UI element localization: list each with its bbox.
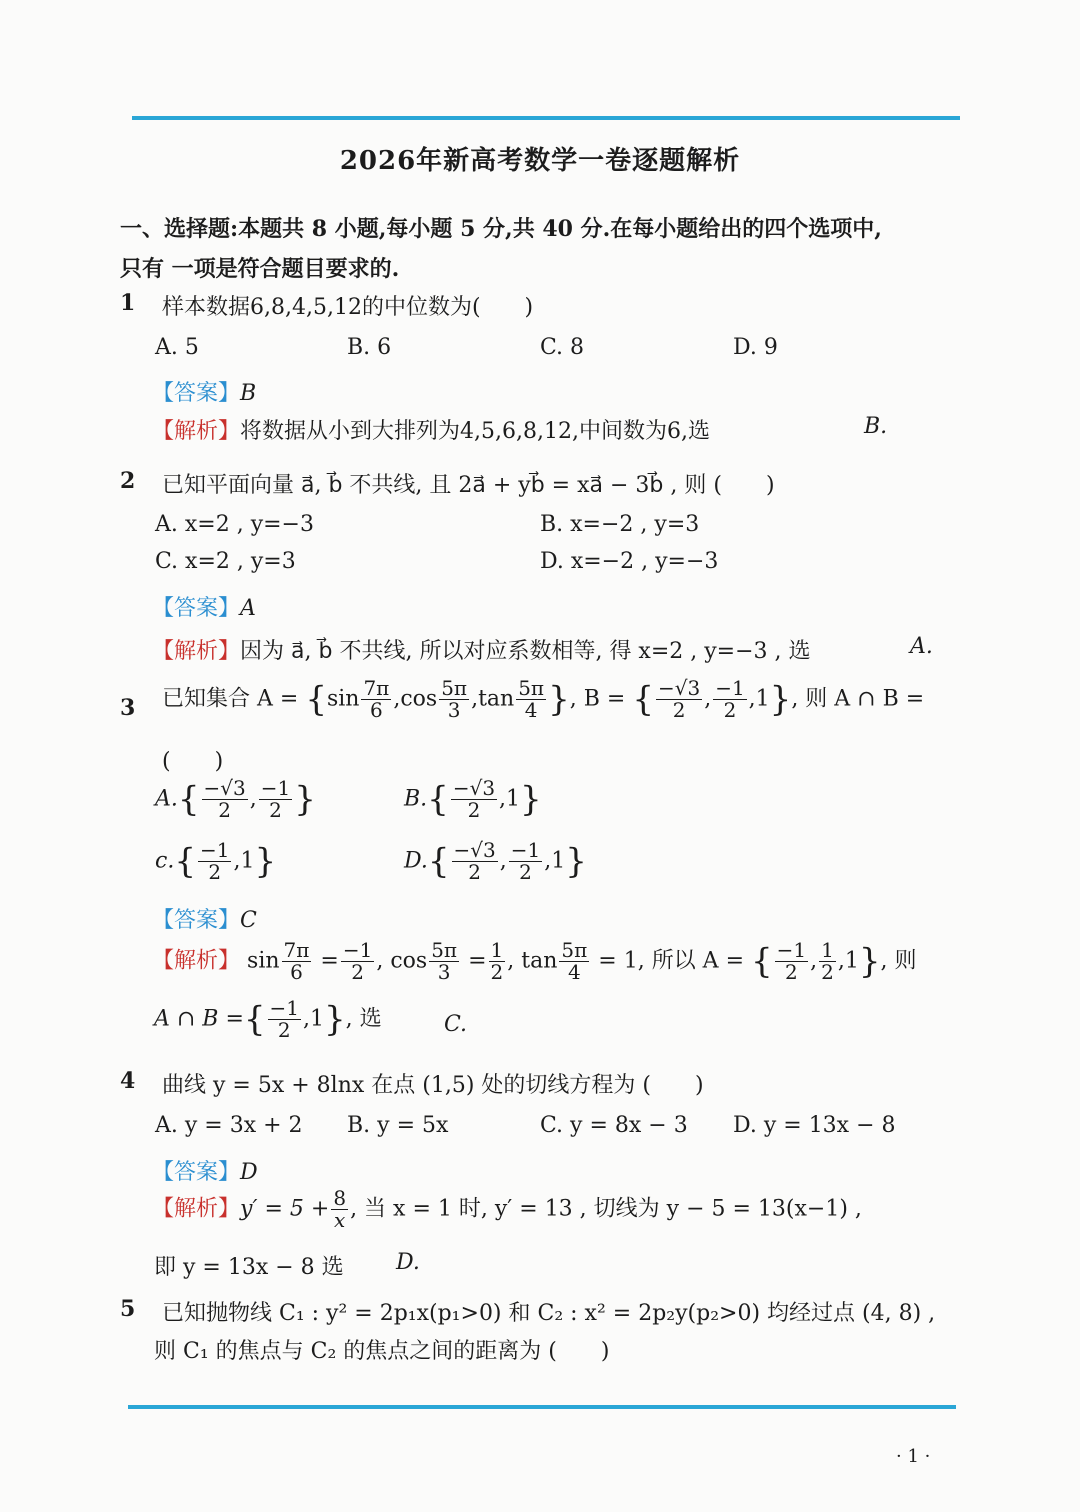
q4-option-c: C. y = 8x − 3 (540, 1113, 688, 1138)
q2-solution: 【解析】因为 a⃗, b⃗ 不共线, 所以对应系数相等, 得 x=2 , y=−3 , 选 (152, 639, 811, 664)
page-number: · 1 · (896, 1446, 931, 1467)
q3-option-c: c.{ $\frac{-1}{2}$ ,1} (155, 838, 277, 884)
q2-solution-choice: A. (910, 634, 933, 659)
q5-number: 5 (120, 1296, 136, 1322)
q4-option-b: B. y = 5x (347, 1113, 449, 1138)
top-rule (132, 116, 960, 120)
q1-option-c: C. 8 (540, 335, 585, 360)
page-title: 2026年新高考数学一卷逐题解析 (339, 146, 741, 176)
q2-option-b: B. x=−2 , y=3 (540, 512, 700, 537)
q4-number: 4 (120, 1068, 136, 1094)
q3-option-a: A.{ $\frac{-√3}{2}$ , $\frac{-1}{2}$ } (155, 776, 316, 822)
q3-text: 已知集合 A = {sin $\frac{7\pi}{6}$ ,cos $\frac{5\pi}{3}$ ,tan $\frac{5\pi}{4}$ }, B = { $\frac{-√3}{2}$ , $\frac{-1}{2}$ ,1}, 则 A ∩ B = (162, 676, 925, 722)
q4-solution: 【解析】y′ = 5 + $\frac{8}{x}$ , 当 x = 1 时, y′ = 13 , 切线为 y − 5 = 13(x−1) , (152, 1186, 862, 1232)
section-heading-line1: 一、选择题:本题共 8 小题,每小题 5 分,共 40 分.在每小题给出的四个选项中, (120, 216, 882, 242)
q4-text: 曲线 y = 5x + 8lnx 在点 (1,5) 处的切线方程为 ( ) (162, 1073, 704, 1098)
q4-option-d: D. y = 13x − 8 (733, 1113, 896, 1138)
q1-option-b: B. 6 (347, 335, 392, 360)
q4-solution-line2: 即 y = 13x − 8 选 (154, 1255, 344, 1280)
q1-option-d: D. 9 (733, 335, 778, 360)
q2-text: 已知平面向量 a⃗, b⃗ 不共线, 且 2a⃗ + yb⃗ = xa⃗ − 3b⃗ , 则 ( ) (162, 473, 775, 498)
q1-solution: 【解析】将数据从小到大排列为4,5,6,8,12,中间数为6,选 (152, 419, 710, 444)
q3-solution: 【解析】 sin $\frac{7\pi}{6}$ = $\frac{-1}{2}$ , cos $\frac{5\pi}{3}$ = $\frac{1}{2}$ , tan $\frac{5\pi}{4}$ = 1, 所以 A = { $\frac{-1}{2}$ , $\frac{1}{2}$ ,1}, 则 (152, 938, 917, 984)
q1-text: 样本数据6,8,4,5,12的中位数为( ) (162, 295, 534, 320)
q3-option-d: D.{ $\frac{-√3}{2}$ , $\frac{-1}{2}$ ,1} (404, 838, 587, 884)
q2-option-d: D. x=−2 , y=−3 (540, 549, 719, 574)
bottom-rule (128, 1405, 956, 1409)
section-heading-line2: 只有 一项是符合题目要求的. (120, 256, 400, 282)
q3-solution-line2: A ∩ B ={ $\frac{-1}{2}$ ,1}, 选 (154, 996, 382, 1042)
q4-solution-choice: D. (396, 1250, 420, 1275)
q2-number: 2 (120, 468, 136, 494)
q4-option-a: A. y = 3x + 2 (155, 1113, 303, 1138)
q3-solution-choice: C. (444, 1012, 468, 1037)
q2-option-a: A. x=2 , y=−3 (155, 512, 314, 537)
q3-answer: 【答案】C (152, 908, 257, 933)
q2-option-c: C. x=2 , y=3 (155, 549, 296, 574)
q3-paren: ( ) (162, 749, 224, 774)
q1-answer: 【答案】B (152, 381, 257, 406)
q3-number: 3 (120, 695, 136, 721)
q1-number: 1 (120, 290, 136, 316)
q4-answer: 【答案】D (152, 1160, 258, 1185)
q2-answer: 【答案】A (152, 596, 256, 621)
q1-solution-choice: B. (864, 414, 888, 439)
q5-text-line1: 已知抛物线 C₁ : y² = 2p₁x(p₁>0) 和 C₂ : x² = 2p₂y(p₂>0) 均经过点 (4, 8) , (162, 1301, 936, 1326)
q5-text-line2: 则 C₁ 的焦点与 C₂ 的焦点之间的距离为 ( ) (154, 1339, 610, 1364)
q3-option-b: B.{ $\frac{-√3}{2}$ ,1} (404, 776, 542, 822)
q1-option-a: A. 5 (155, 335, 199, 360)
